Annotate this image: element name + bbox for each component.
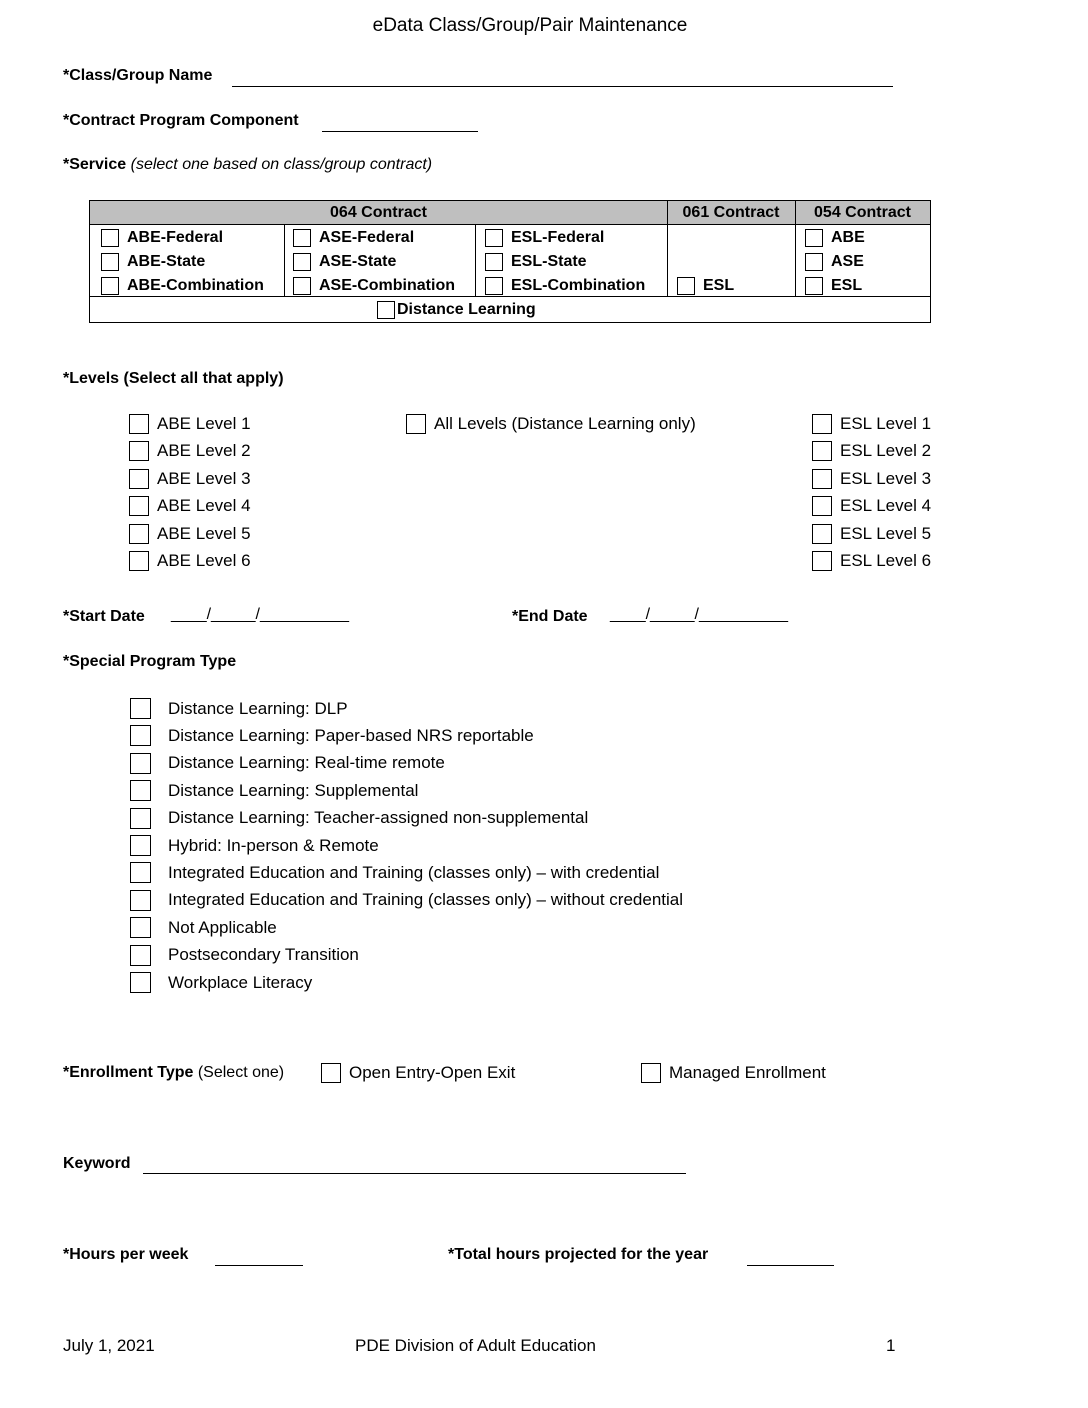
contract-program-component-label: *Contract Program Component [63,112,299,129]
checkbox[interactable] [130,917,151,938]
service-table [89,200,931,323]
esl-level-label: ESL Level 6 [840,551,932,570]
abe-level-option[interactable] [129,551,251,571]
header-054-contract: 054 Contract [795,201,930,225]
special-program-option-label: Workplace Literacy [168,972,313,992]
table-row-divider [90,296,930,297]
checkbox[interactable] [485,229,503,247]
checkbox[interactable] [130,890,151,911]
service-option-label: ABE-State [127,253,206,270]
service-option-label: ESL [703,277,735,294]
special-program-option-label: Not Applicable [168,917,277,937]
checkbox[interactable] [101,229,119,247]
checkbox[interactable] [321,1063,341,1083]
service-option-label: ASE-State [319,253,397,270]
special-program-option[interactable] [130,808,588,829]
special-program-option-label: Distance Learning: DLP [168,698,348,718]
start-date-field[interactable]: ____/_____/__________ [171,606,349,623]
special-program-option[interactable] [130,698,348,719]
keyword-label: Keyword [63,1155,131,1172]
checkbox[interactable] [130,945,151,966]
esl-level-label: ESL Level 1 [840,414,932,433]
abe-level-option[interactable] [129,441,251,461]
special-program-option-label: Distance Learning: Teacher-assigned non-supplemental [168,808,589,828]
total-hours-label: *Total hours projected for the year [448,1246,709,1263]
service-option[interactable] [101,229,223,247]
abe-level-label: ABE Level 1 [157,414,251,433]
service-option[interactable] [485,277,645,295]
abe-level-option[interactable] [129,414,251,434]
checkbox[interactable] [377,301,395,319]
distance-learning-label: Distance Learning [397,301,536,318]
service-option[interactable] [101,253,205,271]
special-program-option-label: Integrated Education and Training (classes only) – with credential [168,862,660,882]
checkbox[interactable] [129,441,149,461]
header-064-contract: 064 Contract [90,201,667,225]
contract-program-component-field[interactable] [322,131,478,132]
checkbox[interactable] [805,229,823,247]
abe-level-label: ABE Level 4 [157,496,251,515]
checkbox[interactable] [812,469,832,489]
checkbox[interactable] [130,972,151,993]
service-option-label: ABE [831,229,865,246]
levels-label: *Levels (Select all that apply) [63,370,284,387]
special-program-option[interactable] [130,917,277,938]
end-date-field[interactable]: ____/_____/__________ [610,606,788,623]
enrollment-option-open[interactable] [321,1063,515,1083]
special-program-option[interactable] [130,890,683,911]
special-program-option[interactable] [130,972,312,993]
service-option-label: ASE-Combination [319,277,455,294]
footer-date: July 1, 2021 [63,1336,155,1355]
checkbox[interactable] [130,780,151,801]
service-hint: (select one based on class/group contract) [130,156,433,173]
service-option[interactable] [293,277,455,295]
checkbox[interactable] [101,253,119,271]
all-levels-label: All Levels (Distance Learning only) [434,414,696,433]
all-levels-option[interactable] [406,414,696,434]
checkbox[interactable] [129,469,149,489]
checkbox[interactable] [129,414,149,434]
esl-level-option[interactable] [812,441,931,461]
special-program-option[interactable] [130,835,379,856]
esl-level-option[interactable] [812,496,931,516]
checkbox[interactable] [485,277,503,295]
divider-3 [284,225,285,296]
service-option-label: ESL [831,277,863,294]
checkbox[interactable] [812,524,832,544]
service-option[interactable] [805,229,865,247]
checkbox[interactable] [641,1063,661,1083]
checkbox[interactable] [485,253,503,271]
divider-4 [475,225,476,296]
service-option[interactable] [677,277,734,295]
total-hours-field[interactable] [747,1265,834,1266]
checkbox[interactable] [130,835,151,856]
hours-per-week-field[interactable] [215,1265,303,1266]
esl-level-label: ESL Level 2 [840,441,932,460]
divider-1 [667,201,668,296]
service-option[interactable] [101,277,264,295]
special-program-option-label: Distance Learning: Supplemental [168,780,419,800]
checkbox[interactable] [677,277,695,295]
class-group-name-field[interactable] [232,86,893,87]
page-title: eData Class/Group/Pair Maintenance [372,15,688,36]
checkbox[interactable] [293,229,311,247]
footer-center: PDE Division of Adult Education [355,1336,596,1355]
enrollment-option-managed[interactable] [641,1063,826,1083]
service-option-label: ASE [831,253,864,270]
service-option[interactable] [805,277,862,295]
checkbox[interactable] [101,277,119,295]
esl-level-label: ESL Level 3 [840,469,932,488]
enrollment-option-label: Managed Enrollment [669,1063,826,1082]
checkbox[interactable] [129,496,149,516]
special-program-option[interactable] [130,780,418,801]
esl-level-option[interactable] [812,469,931,489]
keyword-field[interactable] [143,1173,686,1174]
esl-level-option[interactable] [812,551,931,571]
service-option-label: ABE-Federal [127,229,224,246]
special-program-option[interactable] [130,753,445,774]
service-option-label: ESL-State [511,253,587,270]
enrollment-hint: (Select one) [197,1064,285,1081]
hours-per-week-label: *Hours per week [63,1246,189,1263]
special-program-option[interactable] [130,725,534,746]
service-option[interactable] [293,253,396,271]
special-program-option-label: Distance Learning: Paper-based NRS reportable [168,725,534,745]
checkbox[interactable] [130,725,151,746]
service-option[interactable] [485,229,604,247]
checkbox[interactable] [805,253,823,271]
special-program-option-label: Distance Learning: Real-time remote [168,753,445,773]
abe-level-label: ABE Level 6 [157,551,251,570]
esl-level-label: ESL Level 5 [840,524,932,543]
esl-level-option[interactable] [812,414,931,434]
start-date-label: *Start Date [63,608,145,625]
checkbox[interactable] [129,551,149,571]
service-label: *Service [63,156,127,173]
checkbox[interactable] [293,253,311,271]
distance-learning-option[interactable] [377,301,536,319]
special-program-label: *Special Program Type [63,653,237,670]
end-date-label: *End Date [512,608,588,625]
enrollment-label: *Enrollment Type [63,1064,194,1081]
enrollment-heading [63,1064,284,1082]
checkbox[interactable] [406,414,426,434]
service-option[interactable] [293,229,414,247]
abe-level-label: ABE Level 5 [157,524,251,543]
service-option-label: ASE-Federal [319,229,415,246]
checkbox[interactable] [130,862,151,883]
checkbox[interactable] [812,496,832,516]
checkbox[interactable] [805,277,823,295]
esl-level-label: ESL Level 4 [840,496,932,515]
divider-2 [795,201,796,296]
service-option-label: ABE-Combination [127,277,264,294]
checkbox[interactable] [812,414,832,434]
footer-page-number: 1 [886,1336,896,1355]
service-option-label: ESL-Federal [511,229,605,246]
service-heading [63,156,432,174]
abe-level-label: ABE Level 2 [157,441,251,460]
service-option-label: ESL-Combination [511,277,646,294]
special-program-option-label: Postsecondary Transition [168,945,359,965]
esl-level-option[interactable] [812,524,931,544]
checkbox[interactable] [130,698,151,719]
checkbox[interactable] [129,524,149,544]
special-program-option[interactable] [130,945,359,966]
checkbox[interactable] [812,441,832,461]
class-group-name-label: *Class/Group Name [63,67,213,84]
abe-level-option[interactable] [129,524,251,544]
header-061-contract: 061 Contract [667,201,795,225]
checkbox[interactable] [130,808,151,829]
abe-level-option[interactable] [129,469,251,489]
checkbox[interactable] [812,551,832,571]
service-option[interactable] [805,253,864,271]
abe-level-option[interactable] [129,496,251,516]
special-program-option-label: Integrated Education and Training (classes only) – without credential [168,890,684,910]
enrollment-option-label: Open Entry-Open Exit [349,1063,516,1082]
service-option[interactable] [485,253,587,271]
checkbox[interactable] [293,277,311,295]
special-program-option-label: Hybrid: In-person & Remote [168,835,379,855]
checkbox[interactable] [130,753,151,774]
special-program-option[interactable] [130,862,659,883]
abe-level-label: ABE Level 3 [157,469,251,488]
